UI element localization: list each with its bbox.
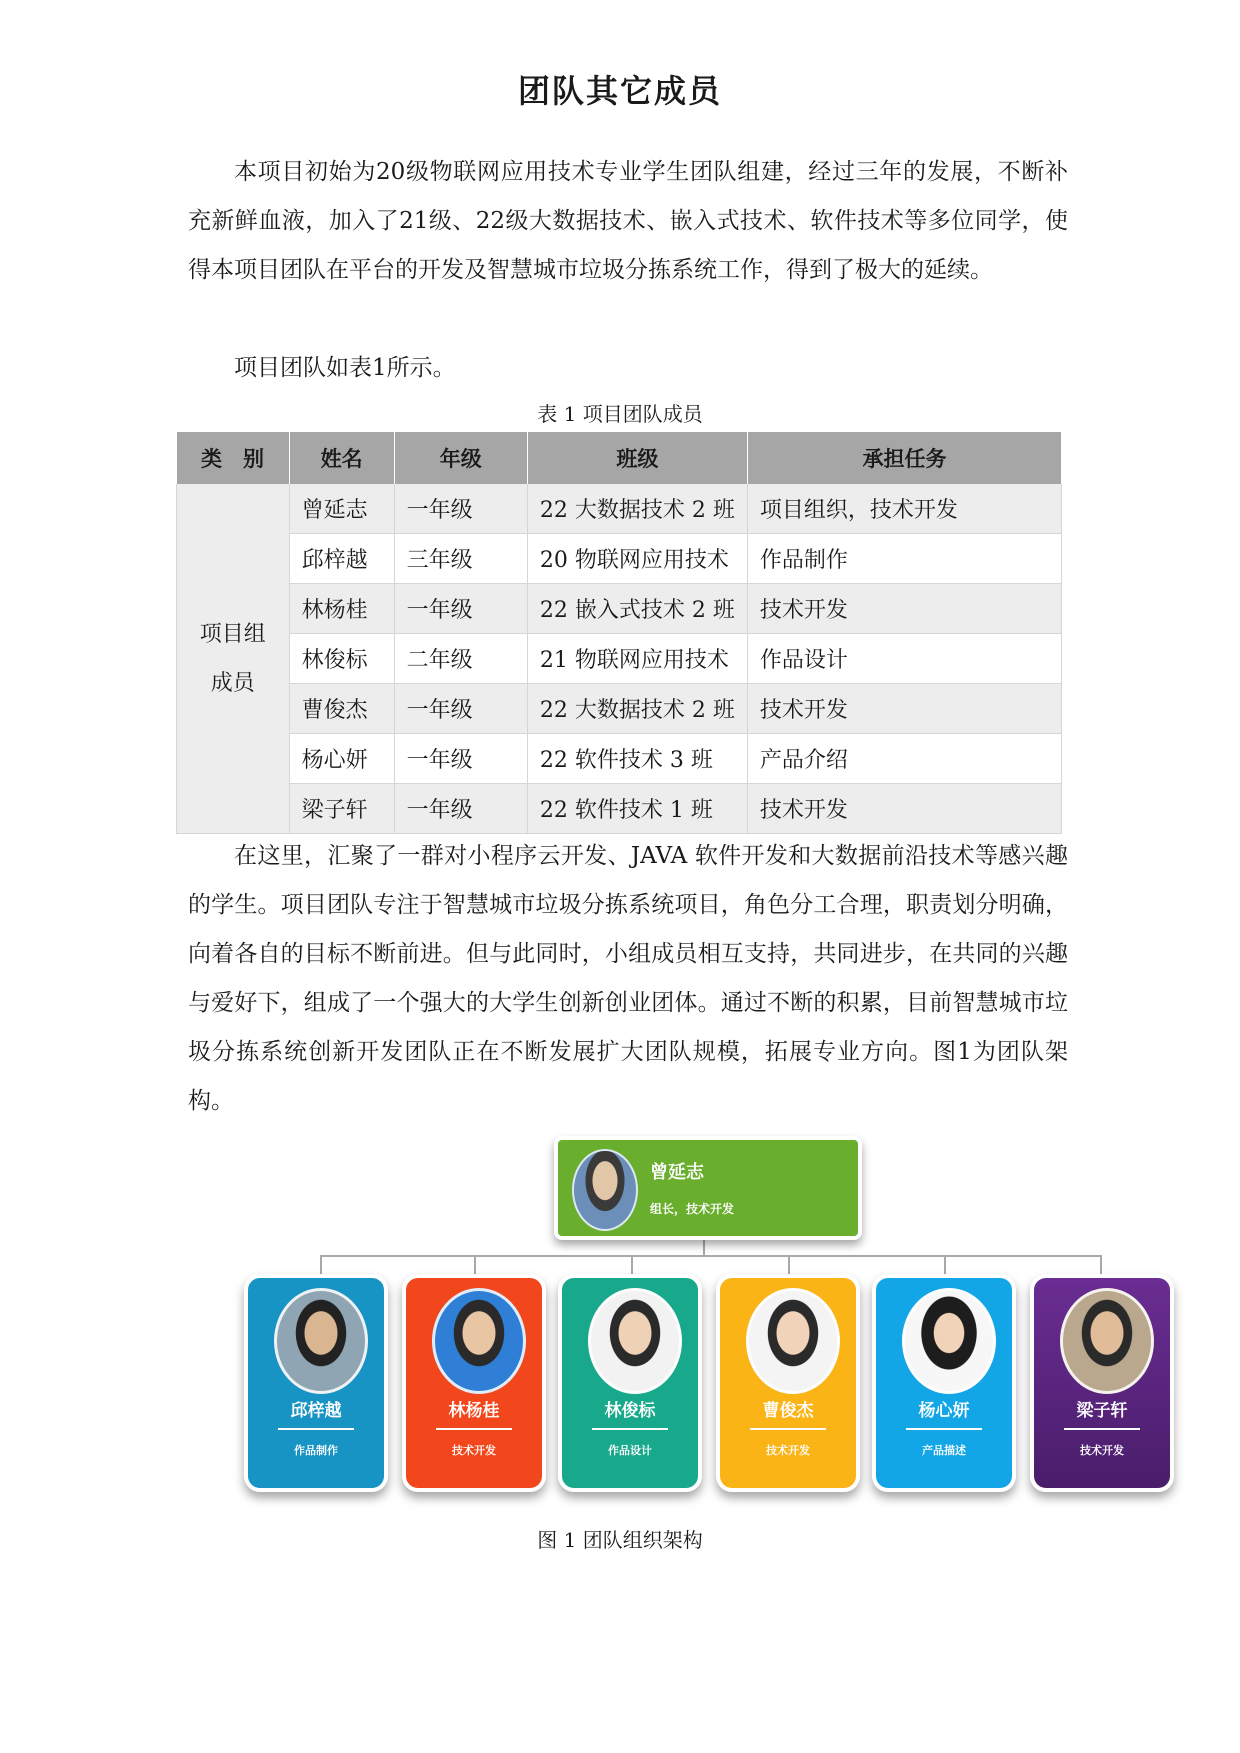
cell-name: 邱梓越: [289, 534, 394, 584]
table-row: [177, 634, 1062, 684]
member-name: 林杨桂: [448, 1401, 500, 1421]
cell-grade: 一年级: [394, 734, 527, 784]
leader-photo: [572, 1149, 638, 1231]
table-row: [177, 484, 1062, 534]
category-line2: 成员: [210, 670, 255, 696]
cell-class: 22 嵌入式技术 2 班: [527, 584, 747, 634]
cell-task: 产品介绍: [747, 734, 1061, 784]
member-divider: [278, 1428, 354, 1430]
connector-drop: [788, 1255, 790, 1275]
cell-name: 林杨桂: [289, 584, 394, 634]
member-divider: [592, 1428, 668, 1430]
org-leader-card: [554, 1136, 862, 1240]
team-members-table: [176, 432, 1062, 834]
member-role: 技术开发: [1080, 1444, 1124, 1457]
table-row: [177, 584, 1062, 634]
member-name: 邱梓越: [290, 1401, 342, 1421]
header-grade: 年级: [394, 432, 527, 484]
cell-grade: 三年级: [394, 534, 527, 584]
org-member-card: [244, 1274, 388, 1492]
connector-horizontal: [320, 1255, 1102, 1257]
member-photo: [902, 1288, 996, 1394]
cell-grade: 一年级: [394, 684, 527, 734]
table-row: [177, 784, 1062, 834]
cell-class: 21 物联网应用技术: [527, 634, 747, 684]
org-member-card: [716, 1274, 860, 1492]
category-line1: 项目组: [199, 621, 266, 647]
cell-class: 20 物联网应用技术: [527, 534, 747, 584]
team-description-paragraph: 在这里，汇聚了一群对小程序云开发、JAVA 软件开发和大数据前沿技术等感兴趣的学生。项目团队专注于智慧城市垃圾分拣系统项目，角色分工合理，职责划分明确，向着各自的目标不断前进。但与此同时，小组成员相互支持，共同进步，在共同的兴趣与爱好下，组成了一个强大的大学生创新创业团体。通过不断的积累，目前智慧城市垃圾分拣系统创新开发团队正在不断发展扩大团队规模，拓展专业方向。图1为团队架构。: [188, 843, 1068, 1114]
cell-class: 22 大数据技术 2 班: [527, 684, 747, 734]
header-class: 班级: [527, 432, 747, 484]
figure-caption: 图 1 团队组织架构: [537, 1528, 703, 1552]
table-row: [177, 734, 1062, 784]
member-role: 技术开发: [452, 1444, 496, 1457]
member-divider: [436, 1428, 512, 1430]
connector-drop: [631, 1255, 633, 1275]
member-role: 产品描述: [922, 1444, 966, 1457]
member-photo: [588, 1288, 682, 1394]
connector-drop: [320, 1255, 322, 1275]
cell-grade: 二年级: [394, 634, 527, 684]
org-member-card: [1030, 1274, 1174, 1492]
header-name: 姓名: [289, 432, 394, 484]
cell-grade: 一年级: [394, 784, 527, 834]
cell-class: 22 软件技术 1 班: [527, 784, 747, 834]
org-member-card: [402, 1274, 546, 1492]
header-category: 类 别: [177, 432, 290, 484]
member-divider: [750, 1428, 826, 1430]
org-member-card: [872, 1274, 1016, 1492]
member-photo: [746, 1288, 840, 1394]
connector-drop: [474, 1255, 476, 1275]
member-photo: [1060, 1288, 1154, 1394]
intro-paragraph: 本项目初始为20级物联网应用技术专业学生团队组建，经过三年的发展，不断补充新鲜血液，加入了21级、22级大数据技术、嵌入式技术、软件技术等多位同学，使得本项目团队在平台的开发及智慧城市垃圾分拣系统工作，得到了极大的延续。: [188, 159, 1068, 283]
table-caption: 表 1 项目团队成员: [537, 402, 703, 426]
cell-grade: 一年级: [394, 584, 527, 634]
table-row: [177, 684, 1062, 734]
member-name: 梁子轩: [1076, 1401, 1128, 1421]
member-role: 作品设计: [608, 1444, 652, 1457]
member-photo: [274, 1288, 368, 1394]
leader-name: 曾延志: [650, 1162, 704, 1183]
cell-task: 作品制作: [747, 534, 1061, 584]
member-name: 杨心妍: [918, 1401, 970, 1421]
cell-name: 林俊标: [289, 634, 394, 684]
category-cell: [177, 484, 290, 834]
member-name: 林俊标: [604, 1401, 656, 1421]
cell-class: 22 大数据技术 2 班: [527, 484, 747, 534]
cell-task: 技术开发: [747, 584, 1061, 634]
leader-role: 组长，技术开发: [650, 1202, 735, 1216]
cell-name: 梁子轩: [289, 784, 394, 834]
table-header-row: [177, 432, 1062, 484]
table-reference-paragraph: 项目团队如表1所示。: [234, 355, 456, 381]
cell-class: 22 软件技术 3 班: [527, 734, 747, 784]
member-name: 曹俊杰: [762, 1401, 814, 1421]
cell-name: 曾延志: [289, 484, 394, 534]
member-divider: [906, 1428, 982, 1430]
cell-task: 作品设计: [747, 634, 1061, 684]
table-row: [177, 534, 1062, 584]
cell-name: 曹俊杰: [289, 684, 394, 734]
member-divider: [1064, 1428, 1140, 1430]
member-photo: [432, 1288, 526, 1394]
cell-task: 技术开发: [747, 684, 1061, 734]
member-role: 技术开发: [766, 1444, 810, 1457]
cell-name: 杨心妍: [289, 734, 394, 784]
cell-task: 项目组织，技术开发: [747, 484, 1061, 534]
connector-drop: [1100, 1255, 1102, 1275]
member-role: 作品制作: [294, 1444, 338, 1457]
page-title: 团队其它成员: [517, 72, 722, 110]
cell-grade: 一年级: [394, 484, 527, 534]
connector-drop: [944, 1255, 946, 1275]
header-task: 承担任务: [747, 432, 1061, 484]
org-member-card: [558, 1274, 702, 1492]
cell-task: 技术开发: [747, 784, 1061, 834]
